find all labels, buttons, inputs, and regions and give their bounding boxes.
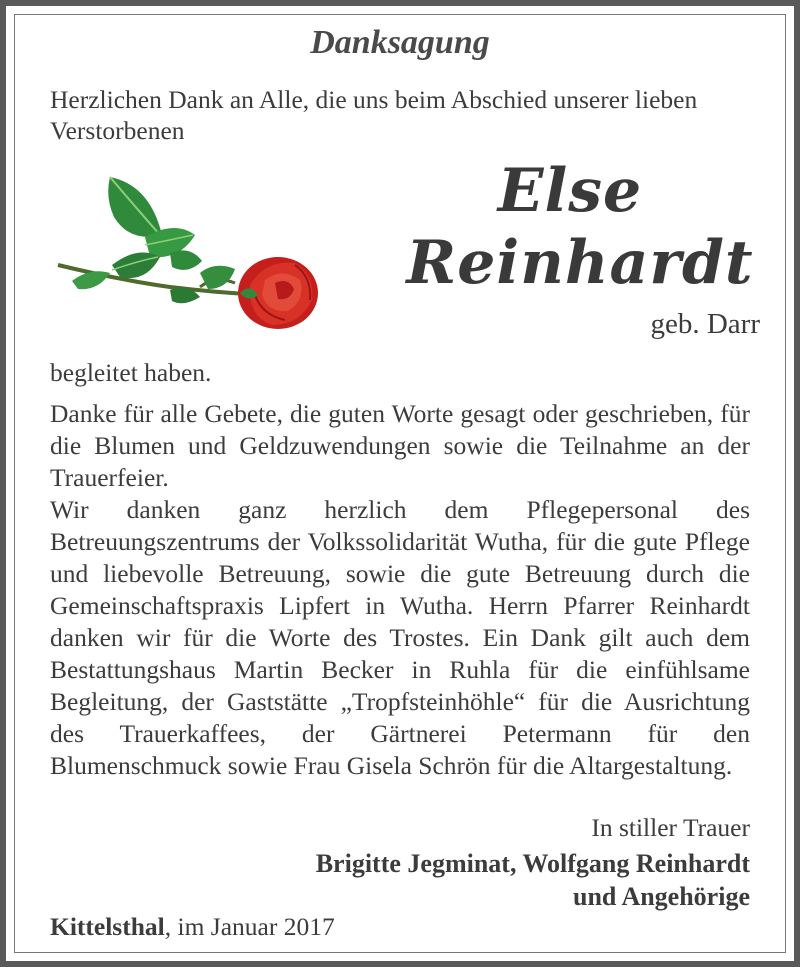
signatories: [316, 847, 750, 913]
signatories-line-1: Brigitte Jegminat, Wolfgang Reinhardt: [315, 849, 750, 878]
place-date: [50, 912, 335, 942]
notice-title: Danksagung: [310, 24, 490, 61]
birth-name: geb. Darr: [650, 308, 760, 340]
thanks-paragraph-2: Wir danken ganz herzlich dem Pflegepersonal des Betreuungszentrums der Volkssolidarität Wutha, für die gute Pflege und liebevolle Betreuung, sowie die gute Betreuung durch die Gemeinschaftspraxis Lipfert in Wutha. Herrn Pfarrer Reinhardt danken wir für die Worte des Trostes. Ein Dank gilt auch dem Bestattungshaus Martin Becker in Ruhla für die einfühlsame Begleitung, der Gaststätte „Tropfsteinhöhle“ für die Ausrichtung des Trauerkaffees, der Gärtnerei Petermann für den Blumenschmuck sowie Frau Gisela Schrön für die Altargestaltung.: [50, 495, 750, 780]
deceased-first-name: Else: [497, 156, 643, 226]
date: , im Januar 2017: [164, 912, 335, 941]
intro-text: Herzlichen Dank an Alle, die uns beim Abschied unserer lieben Verstorbenen: [50, 85, 698, 145]
thanks-paragraph-1: Danke für alle Gebete, die guten Worte gesagt oder geschrieben, für die Blumen und Geldzuwendungen sowie die Teilnahme an der Trauerfeier.: [50, 399, 750, 492]
accompanied-text: begleitet haben.: [50, 358, 212, 387]
deceased-last-name: Reinhardt: [406, 228, 754, 298]
red-rose-icon: [50, 165, 320, 345]
place: Kittelsthal: [50, 912, 165, 941]
thanks-body: [50, 398, 750, 782]
signatories-line-2: und Angehörige: [573, 882, 750, 911]
mourning-phrase: In stiller Trauer: [591, 813, 750, 842]
